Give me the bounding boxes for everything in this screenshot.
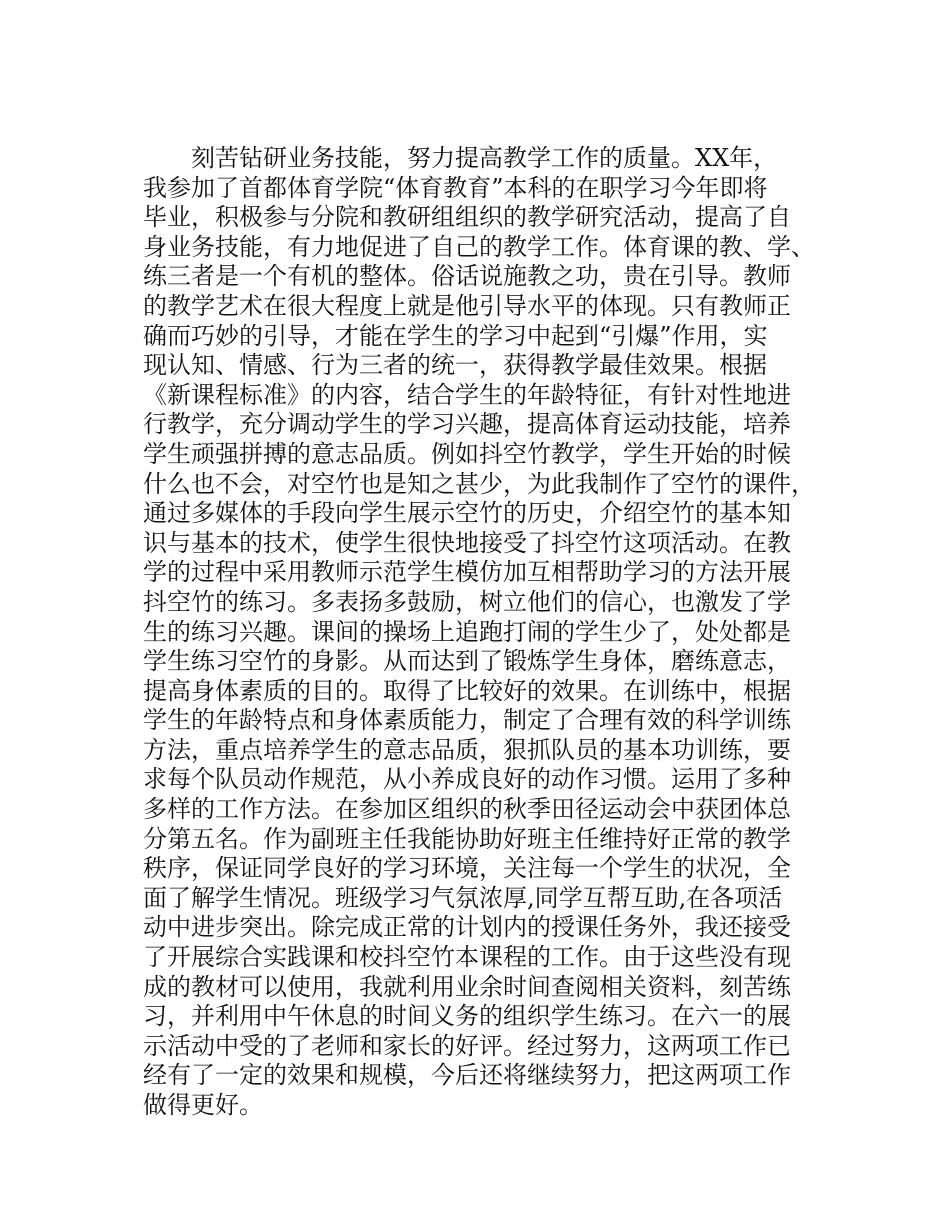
paragraph-line: 学生的年龄特点和身体素质能力，制定了合理有效的科学训练	[143, 706, 791, 735]
paragraph-line: 《新课程标准》的内容，结合学生的年龄特征，有针对性地进	[143, 380, 791, 409]
paragraph-line: 方法，重点培养学生的意志品质，狠抓队员的基本功训练，要	[143, 735, 791, 764]
paragraph-line: 现认知、情感、行为三者的统一，获得教学最佳效果。根据	[143, 351, 767, 380]
paragraph-line: 习，并利用中午休息的时间义务的组织学生练习。在六一的展	[143, 1002, 791, 1031]
paragraph-line: 学的过程中采用教师示范学生模仿加互相帮助学习的方法开展	[143, 558, 791, 587]
paragraph-line: 示活动中受的了老师和家长的好评。经过努力，这两项工作已	[143, 1031, 791, 1060]
paragraph-line: 什么也不会，对空竹也是知之甚少，为此我制作了空竹的课件，	[143, 469, 815, 498]
paragraph-line: 了开展综合实践课和校抖空竹本课程的工作。由于这些没有现	[143, 943, 791, 972]
paragraph-line: 身业务技能，有力地促进了自己的教学工作。体育课的教、学、	[143, 232, 815, 261]
paragraph-line: 通过多媒体的手段向学生展示空竹的历史，介绍空竹的基本知	[143, 499, 791, 528]
paragraph-line: 生的练习兴趣。课间的操场上追跑打闹的学生少了，处处都是	[143, 617, 791, 646]
paragraph-line: 确而巧妙的引导，才能在学生的学习中起到“引爆”作用，实	[143, 321, 768, 350]
paragraph-line: 的教学艺术在很大程度上就是他引导水平的体现。只有教师正	[143, 291, 791, 320]
paragraph-line: 经有了一定的效果和规模，今后还将继续努力，把这两项工作	[143, 1061, 791, 1090]
paragraph-line: 抖空竹的练习。多表扬多鼓励，树立他们的信心，也激发了学	[143, 587, 791, 616]
paragraph-line: 学生练习空竹的身影。从而达到了锻炼学生身体，磨练意志，	[143, 647, 791, 676]
paragraph-line: 学生顽强拼搏的意志品质。例如抖空竹教学，学生开始的时候	[143, 439, 791, 468]
paragraph-line: 分第五名。作为副班主任我能协助好班主任维持好正常的教学	[143, 824, 791, 853]
paragraph-line: 我参加了首都体育学院“体育教育”本科的在职学习今年即将	[143, 173, 768, 202]
paragraph-line: 求每个队员动作规范，从小养成良好的动作习惯。运用了多种	[143, 765, 791, 794]
paragraph-line: 成的教材可以使用，我就利用业余时间查阅相关资料，刻苦练	[143, 972, 791, 1001]
paragraph-line: 识与基本的技术，使学生很快地接受了抖空竹这项活动。在教	[143, 528, 791, 557]
paragraph-line: 行教学，充分调动学生的学习兴趣，提高体育运动技能，培养	[143, 410, 791, 439]
paragraph-line: 多样的工作方法。在参加区组织的秋季田径运动会中获团体总	[143, 795, 791, 824]
paragraph-line: 做得更好。	[143, 1091, 263, 1119]
body-paragraph	[143, 144, 833, 1121]
paragraph-line: 刻苦钻研业务技能，努力提高教学工作的质量。XX年，	[191, 144, 778, 172]
paragraph-line: 面了解学生情况。班级学习气氛浓厚,同学互帮互助,在各项活	[143, 883, 783, 912]
paragraph-line: 毕业，积极参与分院和教研组组织的教学研究活动，提高了自	[143, 203, 791, 232]
paragraph-line: 提高身体素质的目的。取得了比较好的效果。在训练中，根据	[143, 676, 791, 705]
paragraph-line: 练三者是一个有机的整体。俗话说施教之功，贵在引导。教师	[143, 262, 791, 291]
paragraph-line: 秩序，保证同学良好的学习环境，关注每一个学生的状况，全	[143, 854, 791, 883]
paragraph-line: 动中进步突出。除完成正常的计划内的授课任务外，我还接受	[143, 913, 791, 942]
